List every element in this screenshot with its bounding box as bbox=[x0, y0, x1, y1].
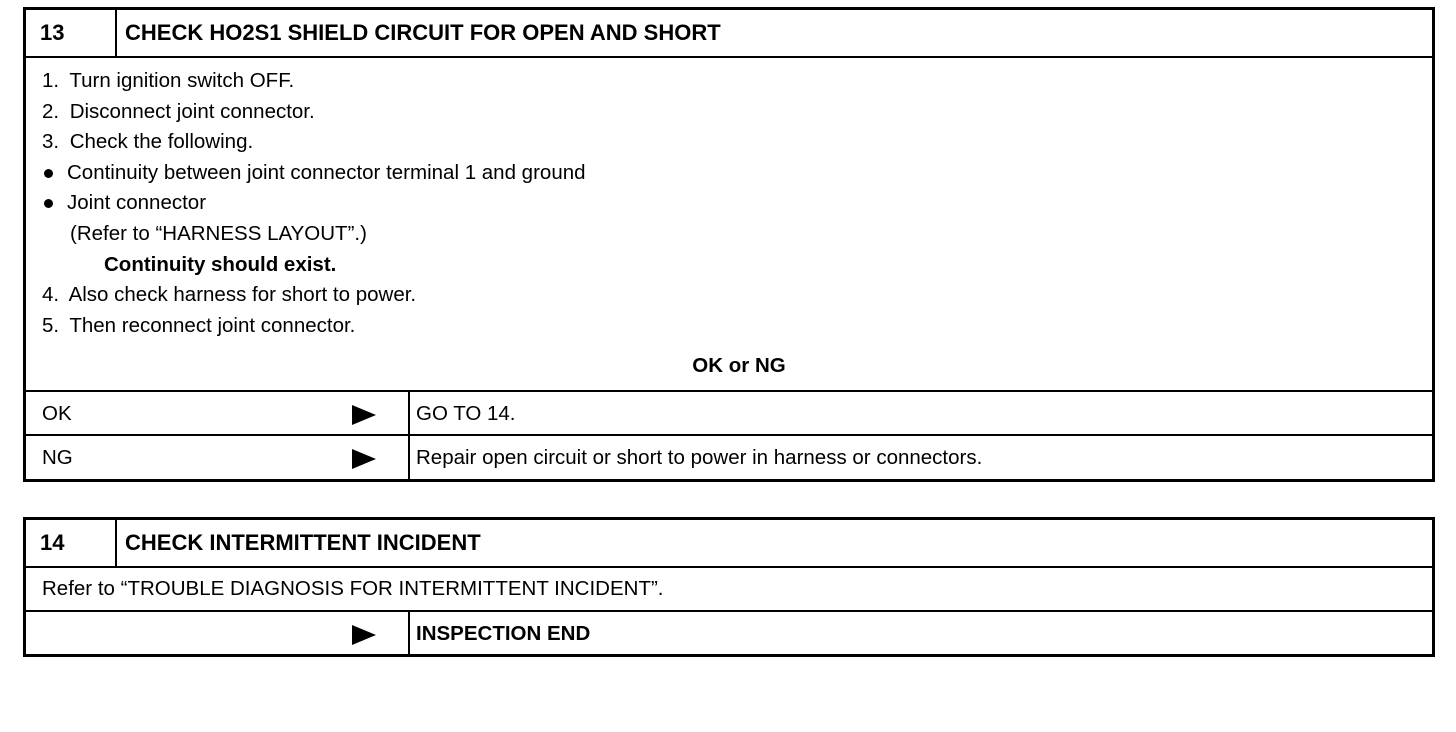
result-cell bbox=[26, 612, 410, 656]
arrow-right-icon bbox=[352, 625, 376, 645]
line-text: Disconnect joint connector. bbox=[69, 99, 315, 123]
step-14-table bbox=[23, 517, 1435, 657]
arrow-right-icon bbox=[352, 405, 376, 425]
result-action: INSPECTION END bbox=[416, 622, 591, 645]
line-text: Also check harness for short to power. bbox=[68, 283, 417, 307]
instruction-line bbox=[42, 127, 1432, 158]
instruction-line bbox=[42, 66, 1432, 97]
spec-text: Continuity should exist. bbox=[104, 252, 337, 276]
line-text: Turn ignition switch OFF. bbox=[69, 69, 295, 92]
step-14-instructions: Refer to “TROUBLE DIAGNOSIS FOR INTERMITTENT INCIDENT”. bbox=[26, 568, 1432, 612]
result-name: OK bbox=[42, 402, 72, 425]
bullet-text: Continuity between joint connector terminal 1 and ground bbox=[67, 160, 586, 184]
result-label: OK or NG bbox=[692, 354, 786, 377]
bullet-line bbox=[42, 188, 1432, 219]
step-title: CHECK HO2S1 SHIELD CIRCUIT FOR OPEN AND SHORT bbox=[125, 20, 721, 45]
step-number: 14 bbox=[26, 520, 117, 566]
result-row-ng bbox=[26, 436, 1432, 480]
result-row-ok bbox=[26, 392, 1432, 436]
bullet-line bbox=[42, 158, 1432, 189]
line-number: 1. bbox=[42, 69, 60, 92]
instruction-line bbox=[42, 280, 1432, 311]
result-action: Repair open circuit or short to power in harness or connectors. bbox=[416, 446, 983, 469]
arrow-right-icon bbox=[352, 449, 376, 469]
refer-note: (Refer to “HARNESS LAYOUT”.) bbox=[70, 221, 367, 245]
bullet-icon bbox=[44, 199, 53, 208]
bullet-icon bbox=[44, 169, 53, 178]
result-name: NG bbox=[42, 446, 73, 469]
step-title: CHECK INTERMITTENT INCIDENT bbox=[125, 530, 481, 555]
result-row-end bbox=[26, 612, 1432, 656]
step-14-header bbox=[26, 520, 1432, 568]
instruction-line bbox=[42, 311, 1432, 342]
line-number: 5. bbox=[42, 313, 60, 337]
line-number: 4. bbox=[42, 283, 60, 307]
instruction-line bbox=[42, 97, 1432, 128]
line-text: Check the following. bbox=[69, 130, 254, 154]
bullet-text: Joint connector bbox=[67, 191, 207, 215]
step-13-header bbox=[26, 10, 1432, 58]
result-action: GO TO 14. bbox=[416, 402, 516, 425]
step-number: 13 bbox=[26, 10, 117, 56]
step-13-instructions bbox=[26, 58, 1432, 392]
step-13-table bbox=[23, 7, 1435, 482]
line-number: 2. bbox=[42, 99, 60, 123]
line-number: 3. bbox=[42, 130, 60, 154]
result-cell bbox=[26, 436, 410, 480]
line-text: Then reconnect joint connector. bbox=[69, 313, 356, 337]
result-cell bbox=[26, 392, 410, 434]
